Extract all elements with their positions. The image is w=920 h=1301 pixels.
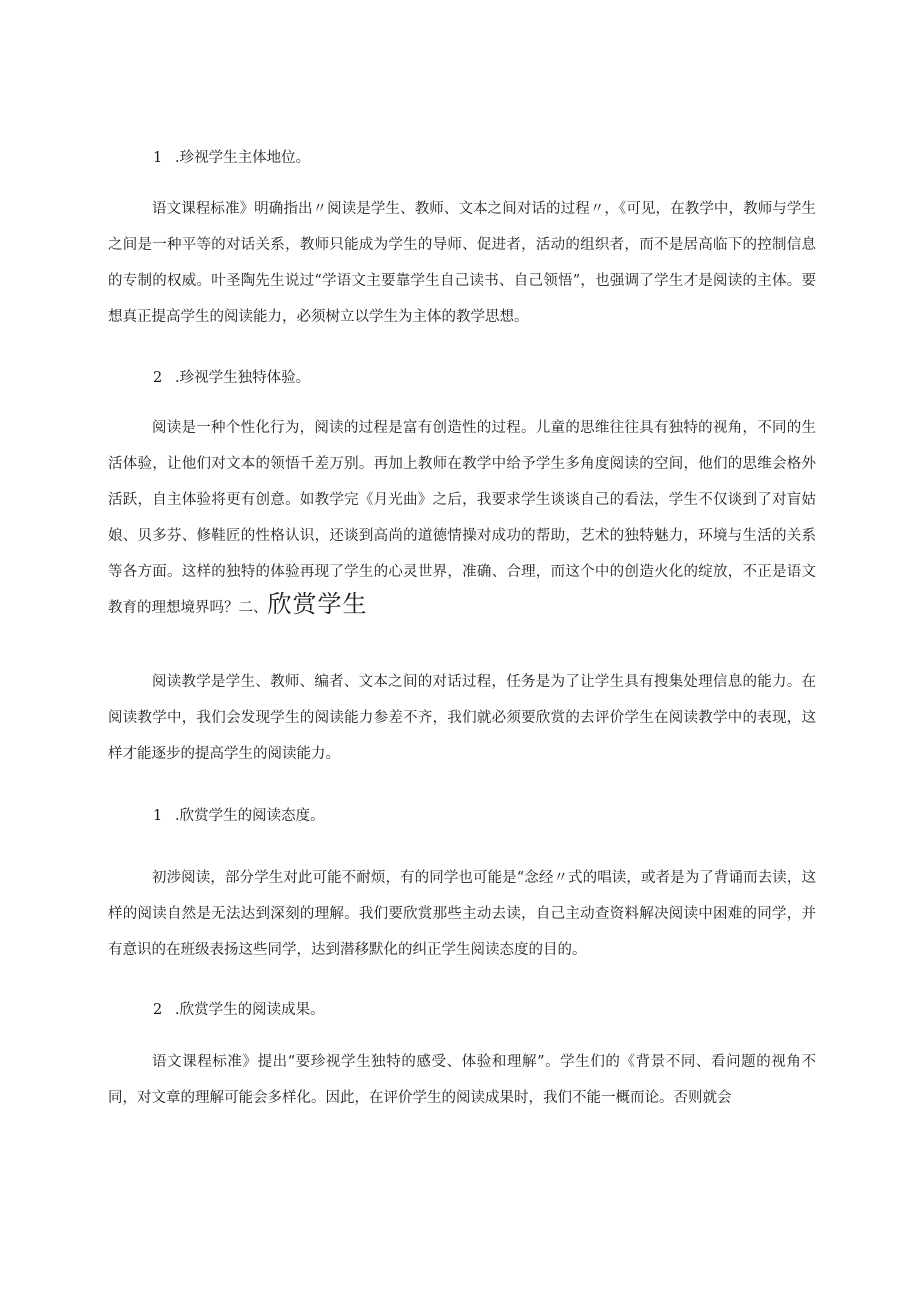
heading-number: 1 [153,808,163,824]
heading-text: .珍视学生主体地位。 [175,150,311,166]
section-heading-3 [153,806,325,826]
paragraph-2 [108,410,816,626]
paragraph-text: 阅读是一种个性化行为，阅读的过程是富有创造性的过程。儿童的思维往往具有独特的视角，不同的生活体验，让他们对文本的领悟千差万别。再加上教师在教学中给予学生多角度阅读的空间，他们的思维会格外活跃，自主体验将更有创意。如教学完《月光曲》之后，我要求学生谈谈自己的看法，学生不仅谈到了对盲姑娘、贝多芬、修鞋匠的性格认识，还谈到高尚的道德情操对成功的帮助，艺术的独特魅力，环境与生活的关系等各方面。这样的独特的体验再现了学生的心灵世界，准确、合理，而这个中的创造火化的绽放，不正是语文教育的理想境界吗？二、 [108,420,816,616]
heading-text: .欣赏学生的阅读态度。 [175,808,325,824]
paragraph-5: 语文课程标准》提出“要珍视学生独特的感受、体验和理解”。学生们的《背景不同、看问题的视角不同，对文章的理解可能会多样化。因此，在评价学生的阅读成果时，我们不能一概而论。否则就会 [108,1054,816,1106]
heading-number: 2 [153,1002,163,1018]
section-heading-2 [153,368,310,388]
section-title-appreciate-students: 欣赏学生 [267,590,368,618]
heading-number: 2 [153,370,163,386]
heading-text: .珍视学生独特体验。 [175,370,311,386]
heading-text: .欣赏学生的阅读成果。 [175,1002,325,1018]
section-heading-1 [153,148,310,168]
paragraph-4: 初涉阅读，部分学生对此可能不耐烦，有的同学也可能是“念经〃式的唱读，或者是为了背诵而去读，这样的阅读自然是无法达到深刻的理解。我们要欣赏那些主动去读，自己主动查资料解决阅读中困难的同学，并有意识的在班级表扬这些同学，达到潜移默化的纠正学生阅读态度的目的。 [108,870,816,958]
heading-number: 1 [153,150,163,166]
paragraph-3: 阅读教学是学生、教师、编者、文本之间的对话过程，任务是为了让学生具有搜集处理信息的能力。在阅读教学中，我们会发现学生的阅读能力参差不齐，我们就必须要欣赏的去评价学生在阅读教学中的表现，这样才能逐步的提高学生的阅读能力。 [108,674,816,762]
paragraph-1: 语文课程标准》明确指出〃阅读是学生、教师、文本之间对话的过程〃，《可见，在教学中，教师与学生之间是一种平等的对话关系，教师只能成为学生的导师、促进者，活动的组织者，而不是居高临下的控制信息的专制的权威。叶圣陶先生说过“学语文主要靠学生自己读书、自己领悟”，也强调了学生才是阅读的主体。要想真正提高学生的阅读能力，必须树立以学生为主体的教学思想。 [108,201,816,325]
section-heading-4 [153,1000,325,1020]
